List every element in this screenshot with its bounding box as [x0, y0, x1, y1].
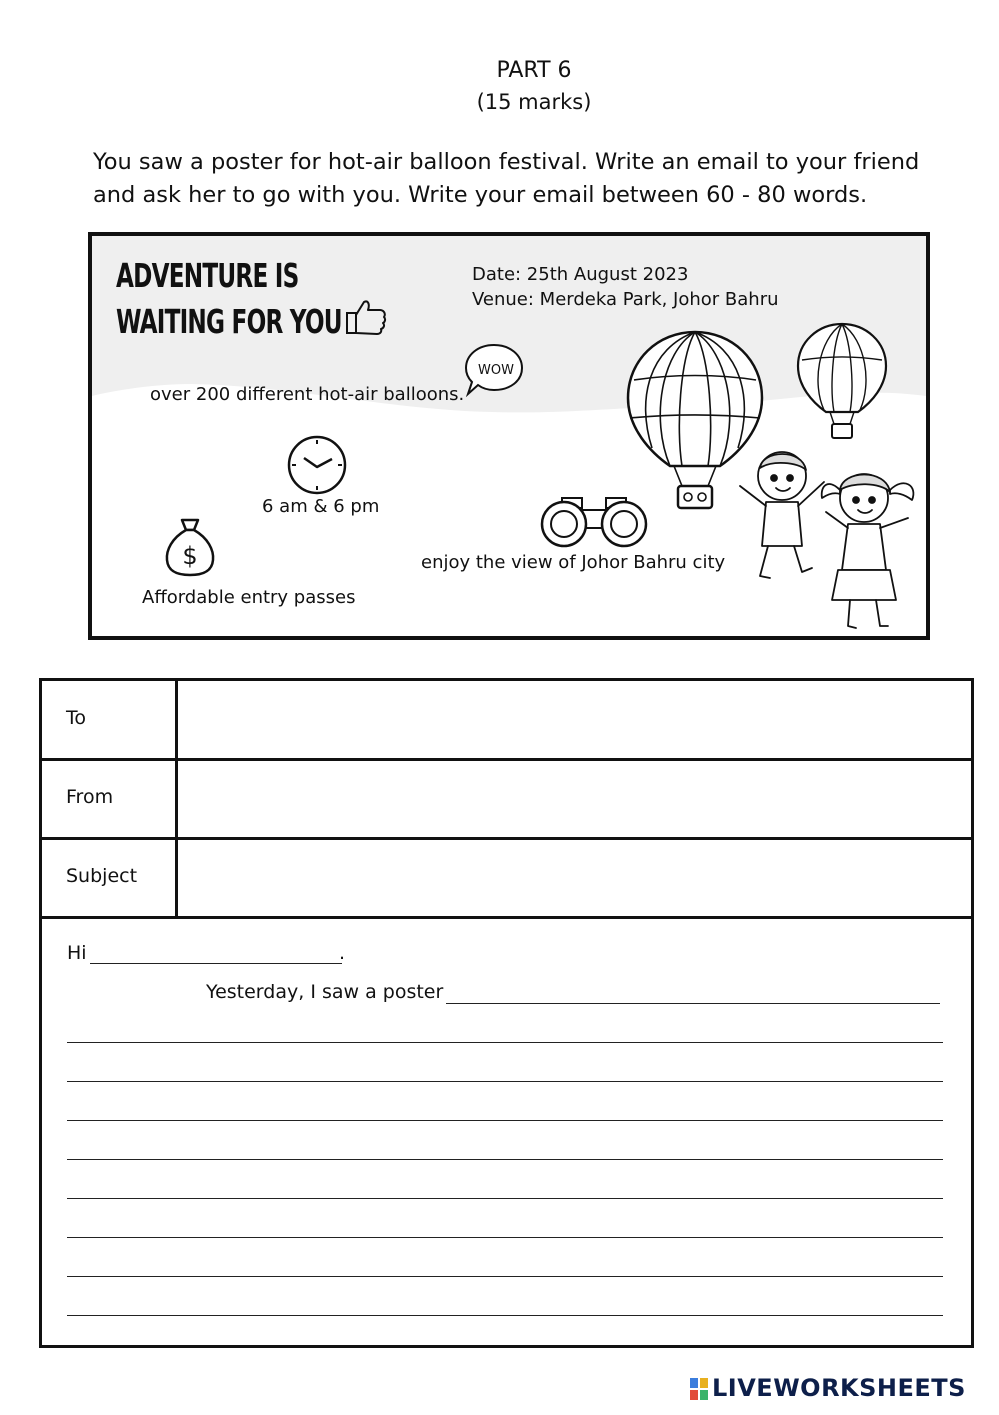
instructions: You saw a poster for hot-air balloon festival. Write an email to your friend and ask her to go with you. Write your email between 60 - 80 words. [93, 149, 920, 208]
festival-poster [88, 232, 930, 640]
to-label: To [66, 707, 87, 729]
from-label: From [66, 786, 114, 808]
venue-text: Venue: Merdeka Park, Johor Bahru [472, 289, 779, 310]
children-illustration [732, 446, 926, 636]
liveworksheets-logo[interactable]: LIVEWORKSHEETS [712, 1374, 966, 1402]
subject-label: Subject [66, 865, 138, 887]
headline-line-1: ADVENTURE IS [116, 256, 299, 295]
thumbs-up-icon [344, 298, 390, 338]
greeting-text: Hi [67, 942, 87, 964]
greeting-blank [90, 963, 342, 964]
greeting-end: . [339, 942, 346, 964]
money-bag-icon [164, 516, 216, 578]
writing-line [67, 1081, 943, 1082]
writing-line [67, 1315, 943, 1316]
writing-line [67, 1042, 943, 1043]
email-body [42, 918, 971, 1345]
time-text: 6 am & 6 pm [262, 496, 380, 517]
writing-line [67, 1276, 943, 1277]
writing-line [67, 1159, 943, 1160]
clock-icon [286, 434, 348, 496]
svg-text:$: $ [182, 542, 198, 570]
speech-bubble-text: WOW [478, 363, 514, 378]
row-divider [175, 681, 178, 758]
from-row [42, 761, 971, 840]
to-row [42, 681, 971, 761]
row-divider [175, 761, 178, 837]
view-text: enjoy the view of Johor Bahru city [421, 552, 726, 573]
subject-row [42, 840, 971, 919]
marks-label: (15 marks) [476, 90, 592, 114]
opening-text: Yesterday, I saw a poster [206, 981, 444, 1003]
writing-line [446, 1003, 940, 1004]
writing-line [67, 1198, 943, 1199]
email-form [39, 678, 974, 1348]
writing-line [67, 1237, 943, 1238]
date-text: Date: 25th August 2023 [472, 264, 689, 285]
liveworksheets-logo-icon [690, 1378, 708, 1400]
small-hot-air-balloon-icon [794, 320, 890, 446]
headline-line-2: WAITING FOR YOU [116, 302, 342, 341]
passes-text: Affordable entry passes [142, 587, 356, 608]
balloons-text: over 200 different hot-air balloons. [150, 384, 465, 405]
part-title: PART 6 [496, 58, 572, 83]
row-divider [175, 840, 178, 916]
writing-line [67, 1120, 943, 1121]
